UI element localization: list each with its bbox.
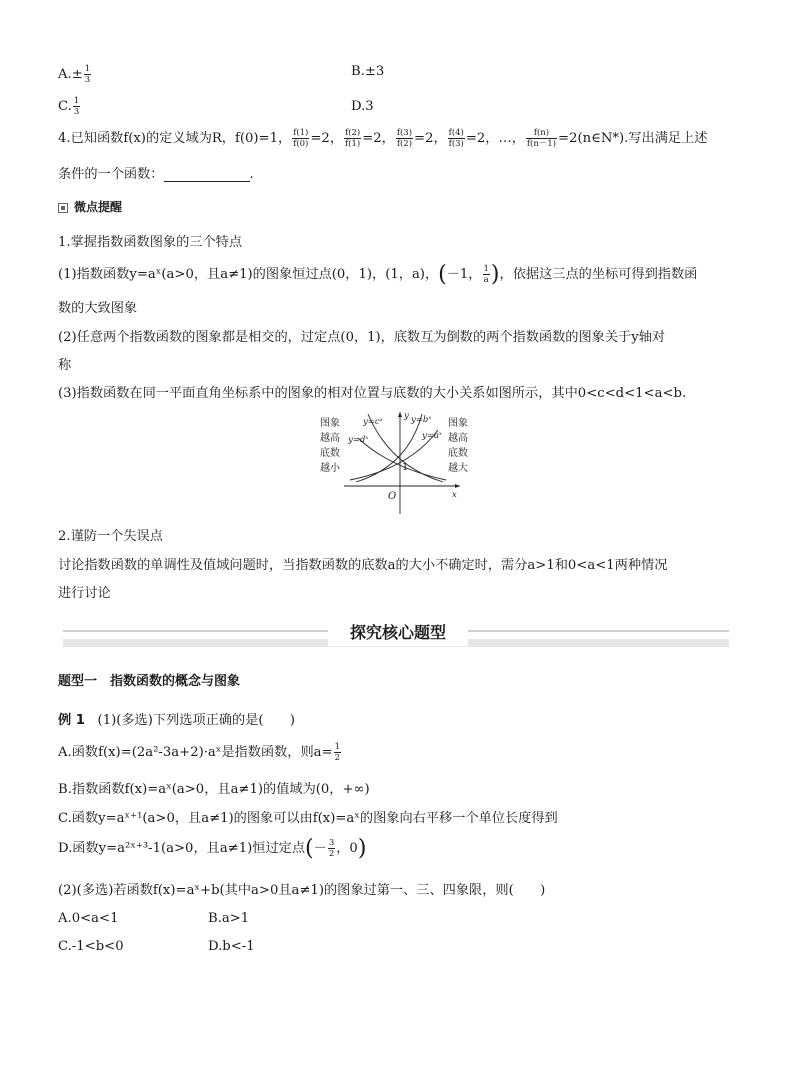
axis-label-x: x — [452, 490, 457, 500]
section-title: 探究核心题型 — [328, 620, 468, 646]
example1-q2-option-a: A.0<a<1 — [58, 911, 119, 926]
q4-line2: 条件的一个函数： . — [58, 167, 254, 182]
tip2-line2: 称 — [58, 358, 72, 373]
left-label-1: 越高 — [320, 433, 340, 444]
q3-option-b: B.±3 — [351, 64, 385, 79]
axis-label-y: y — [404, 411, 409, 421]
one-label: 1 — [402, 462, 409, 473]
tip1-title: 1.掌握指数函数图象的三个特点 — [58, 235, 243, 250]
right-label-3: 越大 — [448, 463, 468, 474]
tip3-line: (3)指数函数在同一平面直角坐标系中的图象的相对位置与底数的大小关系如图所示，其中0<c<d<1<a<b. — [58, 386, 687, 401]
exponential-graph — [318, 408, 478, 518]
right-label-2: 底数 — [448, 448, 468, 459]
right-label-1: 越高 — [448, 433, 468, 444]
tip4-line1: 讨论指数函数的单调性及值域问题时，当指数函数的底数a的大小不确定时，需分a>1和0<a<1两种情况 — [58, 558, 668, 573]
tip1-line1: (1)指数函数y=aˣ(a>0，且a≠1)的图象恒过点(0，1)，(1，a)，(－1， $\frac{1}{a}$ )，依据这三点的坐标可得到指数函 — [58, 262, 698, 287]
topic1-title: 题型一 指数函数的概念与图象 — [58, 674, 241, 689]
example1-option-c: C.函数y=aˣ⁺¹(a>0，且a≠1)的图象可以由f(x)=aˣ的图象向右平移一个单位长度得到 — [58, 811, 558, 826]
example1-option-b: B.指数函数f(x)=aˣ(a>0，且a≠1)的值域为(0，+∞) — [58, 782, 370, 797]
left-label-0: 图象 — [320, 418, 340, 429]
curve-label-d: y=dˣ — [348, 435, 369, 445]
example1-option-d: D.函数y=a²ˣ⁺³-1(a>0，且a≠1)恒过定点(－ $\frac{3}{2}$ ，0) — [58, 836, 367, 861]
q4-line1: 4.已知函数f(x)的定义域为R，f(0)=1， $\frac{f(1)}{f(0)}$ =2， $\frac{f(2)}{f(1)}$ =2， $\frac{f(3)}{f(2)}$ =2， $\frac{f(4)}{f(3)}$ =2，…， $\frac{f(n)}{f(n-1)}$ =2(n∈N*).写出满足上述 — [58, 128, 708, 149]
tip2-line1: (2)任意两个指数函数的图象都是相交的，过定点(0，1)，底数互为倒数的两个指数函数的图象关于y轴对 — [58, 330, 666, 345]
q3-option-c: C. $\frac{1}{3}$ — [58, 96, 80, 117]
answer-blank — [164, 169, 250, 182]
example1-option-a: A.函数f(x)=(2a²-3a+2)·aˣ是指数函数，则a= $\frac{1}{2}$ — [58, 742, 341, 763]
curve-d — [358, 438, 446, 480]
tips-header: 微点提醒 — [58, 198, 122, 215]
example1-q2-option-d: D.b<-1 — [208, 939, 255, 954]
q3-option-d: D.3 — [351, 99, 374, 114]
example1-q2-option-c: C.-1<b<0 — [58, 939, 124, 954]
example1-q2: (2)(多选)若函数f(x)=aˣ+b(其中a>0且a≠1)的图象过第一、三、四象限，则( ) — [58, 883, 546, 898]
curve-label-c: y=cˣ — [363, 417, 383, 427]
example1-q1: 例 1 (1)(多选)下列选项正确的是( ) — [58, 713, 296, 728]
origin-label: O — [388, 491, 397, 502]
y-axis-arrow — [398, 412, 402, 417]
square-bullet-icon — [58, 203, 68, 213]
left-label-3: 越小 — [320, 463, 340, 474]
curve-label-b: y=bˣ — [411, 415, 432, 425]
left-label-2: 底数 — [320, 448, 340, 459]
tip1-line2: 数的大致图象 — [58, 301, 138, 316]
tip4-line2: 进行讨论 — [58, 586, 111, 601]
curve-label-a: y=aˣ — [422, 431, 443, 441]
q3-option-a: A.± $\frac{1}{3}$ — [58, 64, 91, 85]
x-axis-arrow — [455, 484, 460, 488]
example1-q2-option-b: B.a>1 — [208, 911, 250, 926]
tip4-title: 2.谨防一个失误点 — [58, 529, 163, 544]
right-label-0: 图象 — [448, 418, 468, 429]
